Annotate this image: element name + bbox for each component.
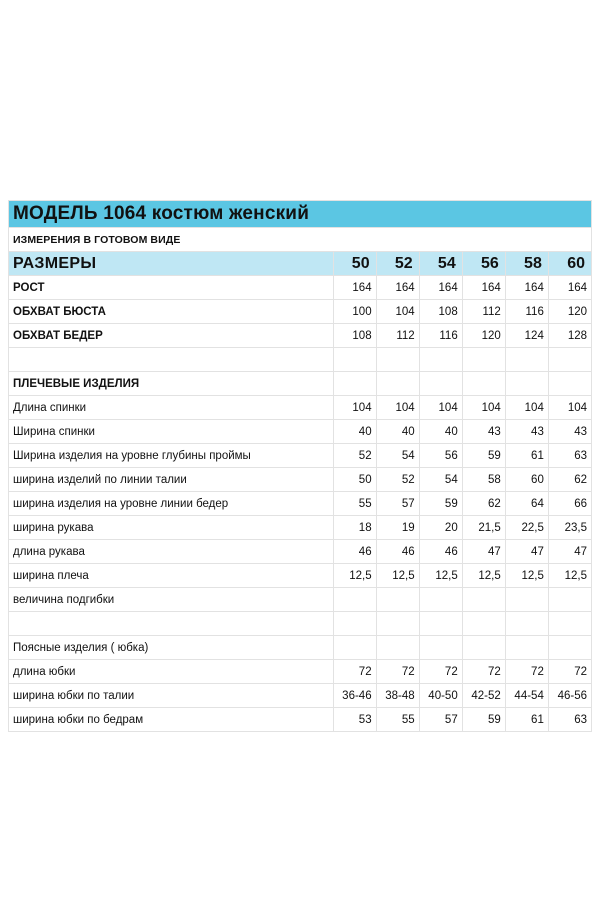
- size-column-header: 56: [462, 252, 505, 276]
- row-label: ширина изделий по линии талии: [9, 468, 334, 492]
- row-value: 47: [548, 540, 591, 564]
- row-value: 12,5: [333, 564, 376, 588]
- row-label: РОСТ: [9, 276, 334, 300]
- row-value: 112: [376, 324, 419, 348]
- row-value: 72: [462, 660, 505, 684]
- row-label: ширина плеча: [9, 564, 334, 588]
- row-value: 59: [462, 444, 505, 468]
- row-value: 72: [376, 660, 419, 684]
- row-value: 44-54: [505, 684, 548, 708]
- row-value: 164: [376, 276, 419, 300]
- row-value: [333, 348, 376, 372]
- row-label: Ширина изделия на уровне глубины проймы: [9, 444, 334, 468]
- row-value: 47: [505, 540, 548, 564]
- row-label: длина рукава: [9, 540, 334, 564]
- row-value: [548, 588, 591, 612]
- row-value: [419, 636, 462, 660]
- row-value: [548, 372, 591, 396]
- row-value: 164: [505, 276, 548, 300]
- title-row: [9, 201, 592, 228]
- row-value: [376, 372, 419, 396]
- row-value: 128: [548, 324, 591, 348]
- row-value: [505, 588, 548, 612]
- row-value: 12,5: [419, 564, 462, 588]
- row-value: 50: [333, 468, 376, 492]
- row-value: 53: [333, 708, 376, 732]
- table-row: [9, 300, 592, 324]
- row-value: 164: [419, 276, 462, 300]
- row-value: 62: [462, 492, 505, 516]
- row-label: ширина юбки по бедрам: [9, 708, 334, 732]
- row-value: 63: [548, 708, 591, 732]
- size-table: [8, 200, 592, 732]
- row-value: 20: [419, 516, 462, 540]
- row-value: 116: [505, 300, 548, 324]
- row-value: [462, 636, 505, 660]
- row-value: [333, 612, 376, 636]
- subtitle-row: [9, 228, 592, 252]
- row-value: 12,5: [376, 564, 419, 588]
- row-value: 40: [376, 420, 419, 444]
- row-value: 46: [376, 540, 419, 564]
- row-value: 104: [376, 396, 419, 420]
- row-value: 66: [548, 492, 591, 516]
- row-value: [462, 348, 505, 372]
- row-value: 40-50: [419, 684, 462, 708]
- row-value: 72: [419, 660, 462, 684]
- table-row: [9, 396, 592, 420]
- row-value: 104: [376, 300, 419, 324]
- row-value: 72: [333, 660, 376, 684]
- table-row: [9, 444, 592, 468]
- row-value: 46-56: [548, 684, 591, 708]
- row-value: 164: [333, 276, 376, 300]
- document-subtitle: ИЗМЕРЕНИЯ В ГОТОВОМ ВИДЕ: [9, 228, 592, 252]
- row-value: [462, 612, 505, 636]
- size-column-header: 54: [419, 252, 462, 276]
- row-value: 43: [548, 420, 591, 444]
- size-column-header: 52: [376, 252, 419, 276]
- row-label: ширина рукава: [9, 516, 334, 540]
- spacer-row: [9, 612, 592, 636]
- row-label: длина юбки: [9, 660, 334, 684]
- row-value: 56: [419, 444, 462, 468]
- row-value: 104: [462, 396, 505, 420]
- size-chart-sheet: [8, 200, 592, 732]
- row-value: 19: [376, 516, 419, 540]
- row-value: 124: [505, 324, 548, 348]
- row-value: 54: [419, 468, 462, 492]
- table-row: [9, 588, 592, 612]
- row-value: 104: [548, 396, 591, 420]
- row-value: 12,5: [548, 564, 591, 588]
- row-value: 164: [462, 276, 505, 300]
- row-value: [376, 588, 419, 612]
- row-value: 47: [462, 540, 505, 564]
- row-value: 43: [462, 420, 505, 444]
- row-value: [548, 636, 591, 660]
- size-column-header: 60: [548, 252, 591, 276]
- table-row: [9, 540, 592, 564]
- row-value: [376, 348, 419, 372]
- row-value: 120: [462, 324, 505, 348]
- table-row: [9, 516, 592, 540]
- row-value: [505, 636, 548, 660]
- row-value: 21,5: [462, 516, 505, 540]
- row-value: [419, 612, 462, 636]
- row-label: Ширина спинки: [9, 420, 334, 444]
- row-label: ширина изделия на уровне линии бедер: [9, 492, 334, 516]
- row-value: 60: [505, 468, 548, 492]
- table-row: [9, 660, 592, 684]
- row-value: [505, 372, 548, 396]
- table-row: [9, 492, 592, 516]
- document-title: МОДЕЛЬ 1064 костюм женский: [9, 201, 592, 228]
- size-column-header: 50: [333, 252, 376, 276]
- table-row: [9, 564, 592, 588]
- table-row: [9, 684, 592, 708]
- row-value: 108: [333, 324, 376, 348]
- row-value: [462, 372, 505, 396]
- row-value: [505, 612, 548, 636]
- row-value: 63: [548, 444, 591, 468]
- table-body: [9, 201, 592, 732]
- row-value: 58: [462, 468, 505, 492]
- row-label: Длина спинки: [9, 396, 334, 420]
- row-value: 40: [419, 420, 462, 444]
- row-label: Поясные изделия ( юбка): [9, 636, 334, 660]
- size-column-header: 58: [505, 252, 548, 276]
- row-value: 40: [333, 420, 376, 444]
- table-row: [9, 468, 592, 492]
- row-value: 23,5: [548, 516, 591, 540]
- row-value: [419, 348, 462, 372]
- row-value: 64: [505, 492, 548, 516]
- row-value: 104: [333, 396, 376, 420]
- row-value: [462, 588, 505, 612]
- row-value: [419, 372, 462, 396]
- row-value: 100: [333, 300, 376, 324]
- row-value: 52: [333, 444, 376, 468]
- row-value: 61: [505, 708, 548, 732]
- row-value: 112: [462, 300, 505, 324]
- row-value: 12,5: [462, 564, 505, 588]
- row-value: 12,5: [505, 564, 548, 588]
- row-value: 57: [376, 492, 419, 516]
- row-value: 54: [376, 444, 419, 468]
- row-label: [9, 348, 334, 372]
- row-value: 59: [462, 708, 505, 732]
- row-label: [9, 612, 334, 636]
- row-value: [333, 636, 376, 660]
- row-label: ширина юбки по талии: [9, 684, 334, 708]
- row-value: 72: [548, 660, 591, 684]
- row-value: 36-46: [333, 684, 376, 708]
- row-value: [548, 348, 591, 372]
- row-value: 38-48: [376, 684, 419, 708]
- row-value: [505, 348, 548, 372]
- row-value: [333, 588, 376, 612]
- row-value: 61: [505, 444, 548, 468]
- row-label: величина подгибки: [9, 588, 334, 612]
- row-value: 46: [333, 540, 376, 564]
- row-value: 42-52: [462, 684, 505, 708]
- spacer-row: [9, 348, 592, 372]
- table-row: [9, 276, 592, 300]
- row-label: ОБХВАТ БЮСТА: [9, 300, 334, 324]
- row-value: 104: [505, 396, 548, 420]
- table-row: [9, 420, 592, 444]
- row-value: 59: [419, 492, 462, 516]
- row-value: [548, 612, 591, 636]
- section-row: [9, 372, 592, 396]
- row-value: 120: [548, 300, 591, 324]
- row-value: [376, 612, 419, 636]
- row-value: 116: [419, 324, 462, 348]
- row-value: [333, 372, 376, 396]
- row-value: [419, 588, 462, 612]
- table-row: [9, 324, 592, 348]
- row-value: 72: [505, 660, 548, 684]
- row-value: 43: [505, 420, 548, 444]
- row-value: 57: [419, 708, 462, 732]
- row-label: ПЛЕЧЕВЫЕ ИЗДЕЛИЯ: [9, 372, 334, 396]
- row-value: 55: [376, 708, 419, 732]
- section-row: [9, 636, 592, 660]
- row-value: [376, 636, 419, 660]
- row-label: ОБХВАТ БЕДЕР: [9, 324, 334, 348]
- row-value: 164: [548, 276, 591, 300]
- sizes-header-label: РАЗМЕРЫ: [9, 252, 334, 276]
- sizes-header-row: [9, 252, 592, 276]
- row-value: 46: [419, 540, 462, 564]
- row-value: 62: [548, 468, 591, 492]
- row-value: 22,5: [505, 516, 548, 540]
- table-row: [9, 708, 592, 732]
- row-value: 104: [419, 396, 462, 420]
- row-value: 108: [419, 300, 462, 324]
- row-value: 55: [333, 492, 376, 516]
- row-value: 18: [333, 516, 376, 540]
- row-value: 52: [376, 468, 419, 492]
